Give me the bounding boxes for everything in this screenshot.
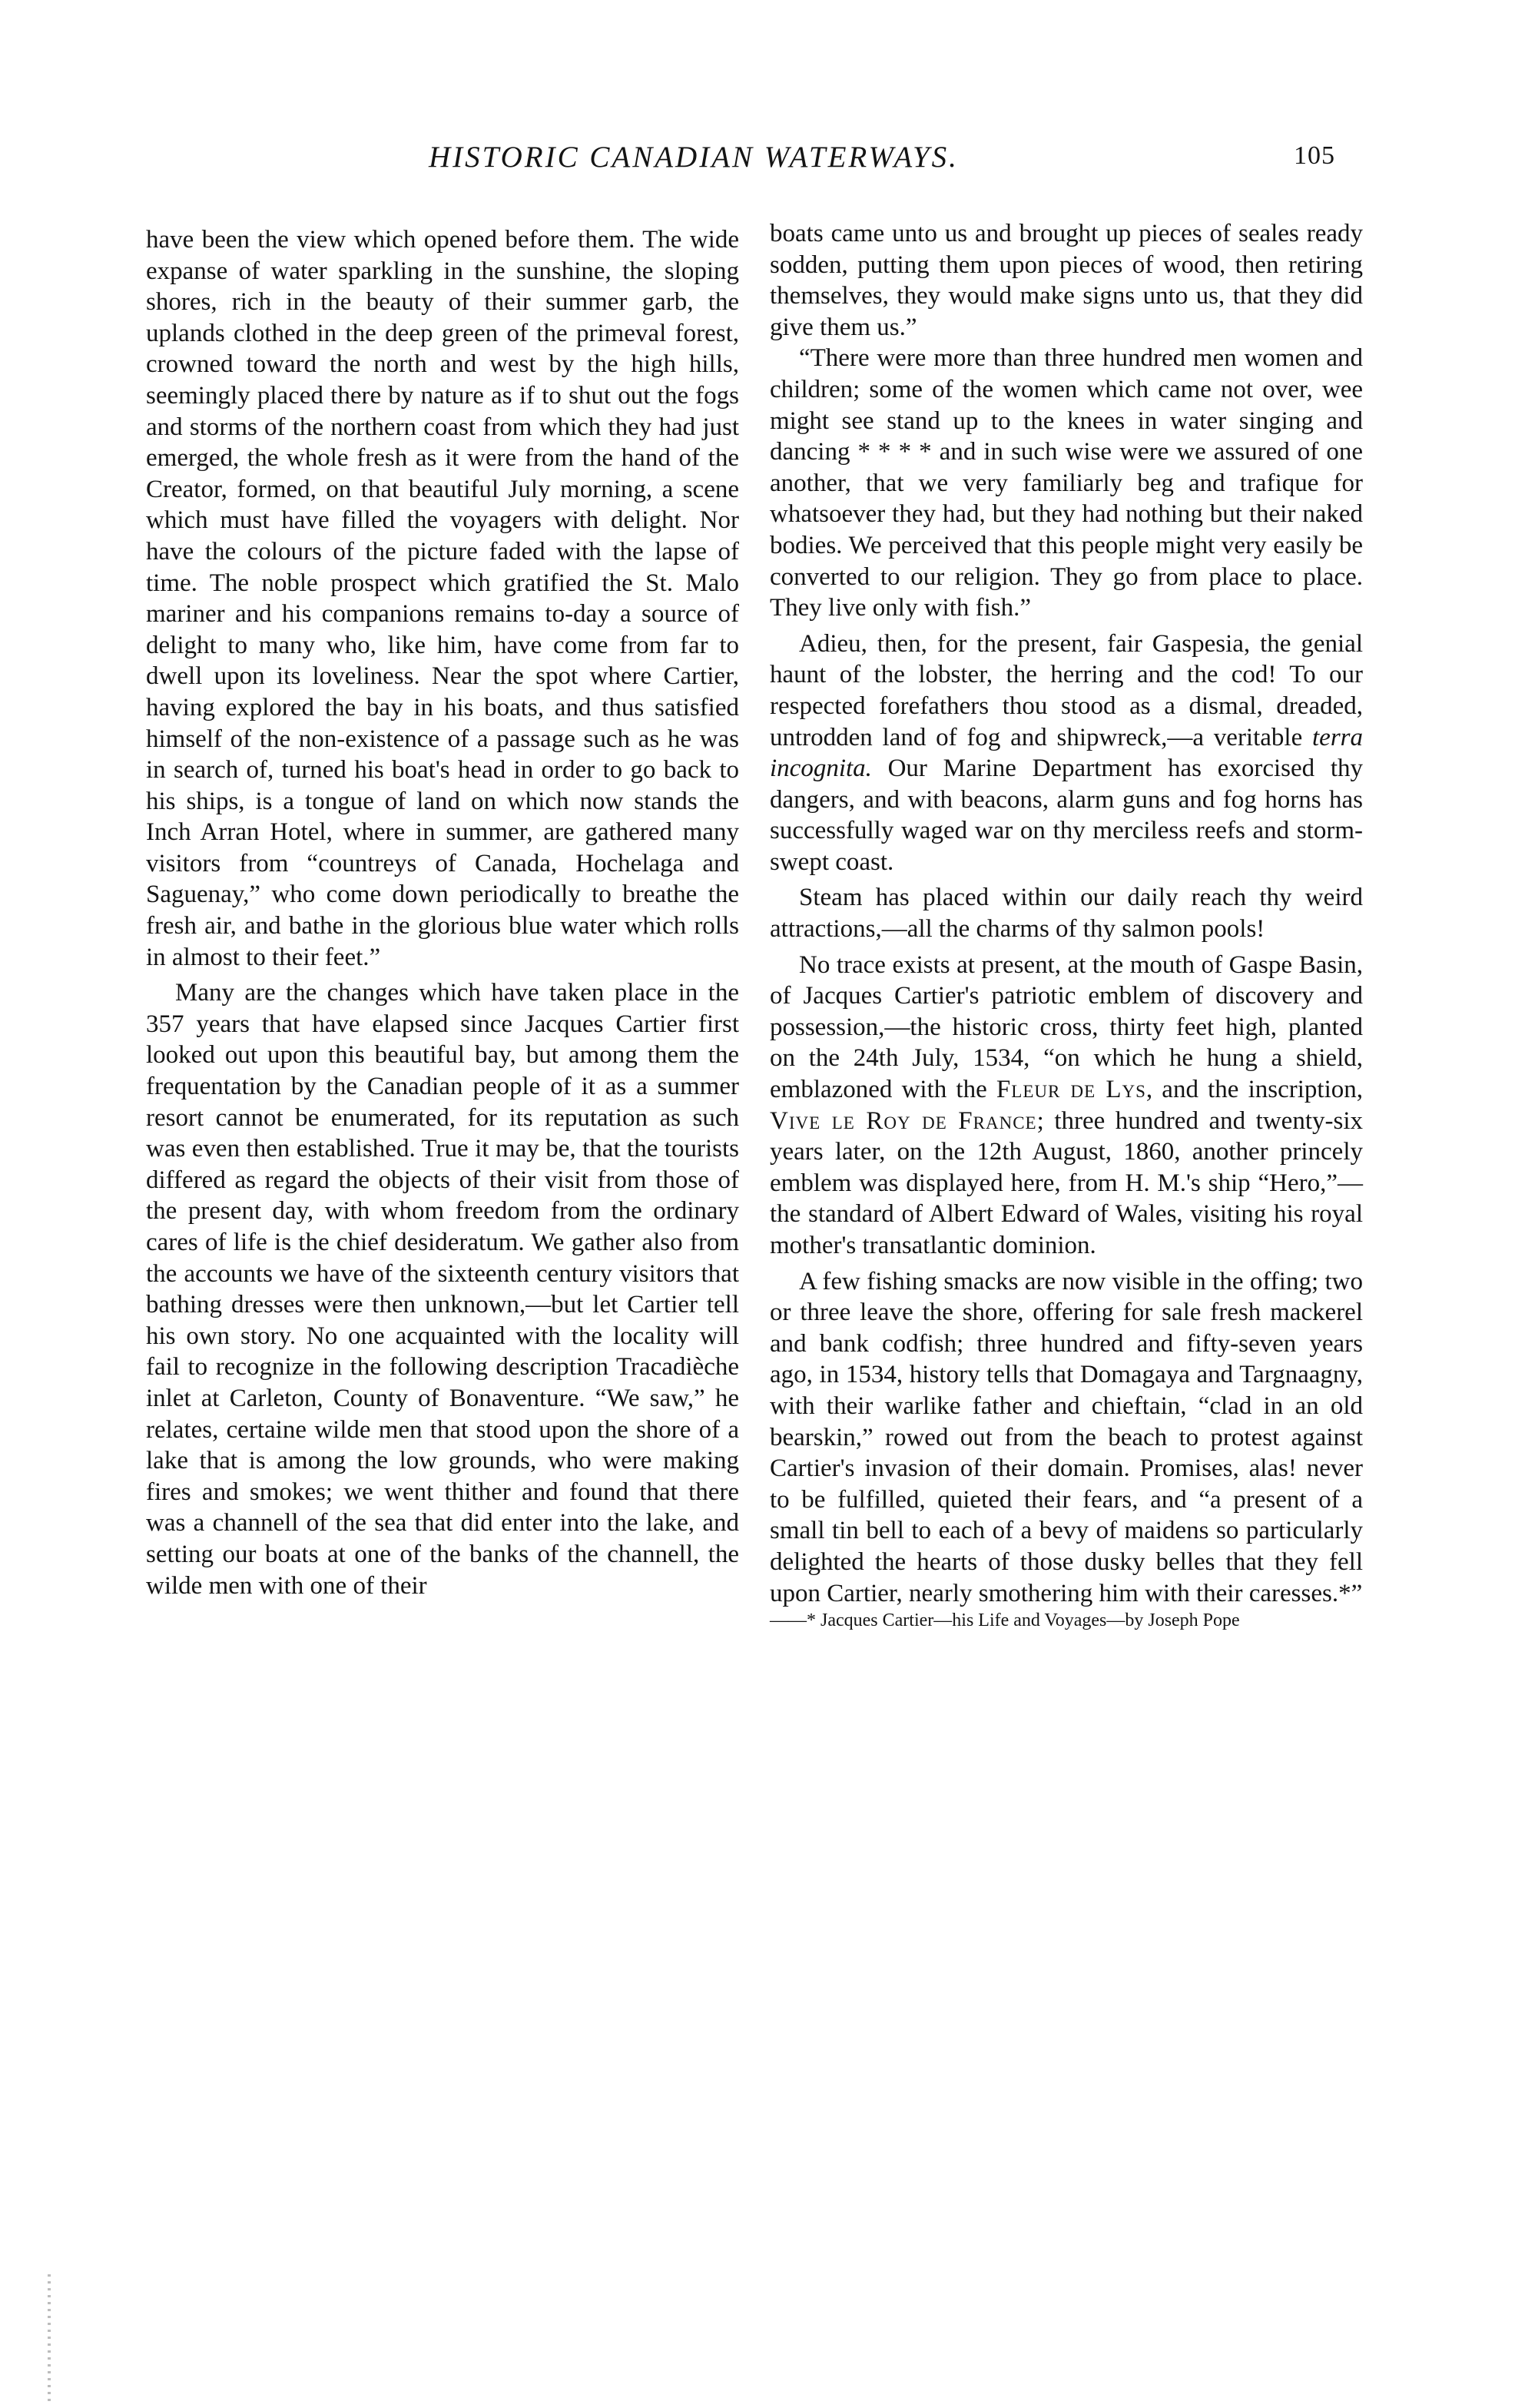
page-number: 105 [1294,141,1335,170]
scan-edge-mark [48,2274,51,2405]
paragraph: “There were more than three hundred men women and children; some of the women which came not over, wee might see stand up to the knees in water singing and dancing * * * * and in such wise were we assured of one another, that we very familiarly beg and trafique for whatsoever they had, but they had nothing but their naked bodies. We perceived that this people might very easily be converted to our religion. They go from place to place. They live only with fish.” [770,344,1363,622]
running-title: HISTORIC CANADIAN WATERWAYS. [429,141,959,174]
right-column [770,218,1363,1632]
small-caps-phrase: Fleur de Lys [996,1076,1146,1104]
text-run: No trace exists at present, at the mouth of Gaspe Basin, of Jacques Cartier's patriotic emblem of discovery and possession,—the historic cross, thirty feet high, planted on the 24th July, 1534, “on which he hung a shield, emblazoned with the [770,950,1363,1104]
text-run: Our Marine Department has exorcised thy dangers, and with beacons, alarm guns and fog horns has successfully waged war on thy merciless reefs and storm-swept coast. [770,755,1363,876]
text-run: ; three hundred and twenty-six years later, on the 12th August, 1860, another princely emblem was displayed here, from H. M.'s ship “Hero,”—the standard of Albert Edward of Wales, visiting his royal mother's transatlantic dominion. [770,1106,1363,1259]
paragraph [770,629,1363,878]
footnote: ——* Jacques Cartier—his Life and Voyages—by Joseph Pope [770,1610,1240,1631]
paragraph: have been the view which opened before them. The wide expanse of water sparkling in the sunshine, the sloping shores, rich in the beauty of their summer garb, the uplands clothed in the deep green of the primeval forest, crowned toward the north and west by the high hills, seemingly placed there by nature as if to shut out the fogs and storms of the northern coast from which they had just emerged, the whole fresh as it were from the hand of the Creator, formed, on that beautiful July morning, a scene which must have filled the voyagers with delight. Nor have the colours of the picture faded with the lapse of time. The noble prospect which gratified the St. Malo mariner and his companions remains to-day a source of delight to many who, like him, have come from far to dwell upon its loveliness. Near the spot where Cartier, having explored the bay in his boats, and thus satisfied himself of the non-existence of a passage such as he was in search of, turned his boat's head in order to go back to his ships, is a tongue of land on which now stands the Inch Arran Hotel, where in summer, are gathered many visitors from “countreys of Canada, Hochelaga and Saguenay,” who come down periodically to breathe the fresh air, and bathe in the glorious blue water which rolls in almost to their feet.” [146,226,739,971]
paragraph: Many are the changes which have taken place in the 357 years that have elapsed since Jacques Cartier first looked out upon this beautiful bay, but among them the frequentation by the Canadian people of it as a summer resort cannot be enumerated, for its reputation as such was even then established. True it may be, that the tourists differed as regard the objects of their visit from those of the present day, with whom freedom from the ordinary cares of life is the chief desideratum. We gather also from the accounts we have of the sixteenth century visitors that bathing dresses were then unknown,—but let Cartier tell his own story. No one acquainted with the locality will fail to recognize in the following description Tracadièche inlet at Carleton, County of Bonaventure. “We saw,” he relates, certaine wilde men that stood upon the shore of a lake that is among the low grounds, who were making fires and smokes; we went thither and found that there was a channell of the sea that did enter into the lake, and setting our boats at one of the banks of the channell, the wilde men with one of their [146,979,739,1600]
text-run: , and the inscription, [1145,1076,1363,1104]
running-head [0,140,1515,186]
italic-phrase: terra incognita. [770,723,1363,783]
text-run: Adieu, then, for the present, fair Gaspesia, the genial haunt of the lobster, the herring and the cod! To our respected forefathers thou stood as a dismal, dreaded, untrodden land of fog and shipwreck,—a veritable [770,629,1363,751]
paragraph: boats came unto us and brought up pieces of seales ready sodden, putting them upon pieces of wood, then retiring themselves, they would make signs unto us, that they did give them us.” [770,220,1363,341]
paragraph: Steam has placed within our daily reach thy weird attractions,—all the charms of thy salmon pools! [770,884,1363,944]
paragraph: A few fishing smacks are now visible in the offing; two or three leave the shore, offering for sale fresh mackerel and bank codfish; three hundred and fifty-seven years ago, in 1534, history tells that Domagaya and Targnaagny, with their warlike father and chieftain, “clad in an old bearskin,” rowed out from the beach to protest against Cartier's invasion of their domain. Promises, alas! never to be fulfilled, quieted their fears, and “a present of a small tin bell to each of a bevy of maidens so particularly delighted the hearts of those dusky belles that they fell upon Cartier, nearly smothering him with their caresses.*” [770,1267,1363,1607]
left-column [146,224,739,1601]
small-caps-phrase: Vive le Roy de France [770,1106,1037,1135]
paragraph [770,950,1363,1262]
